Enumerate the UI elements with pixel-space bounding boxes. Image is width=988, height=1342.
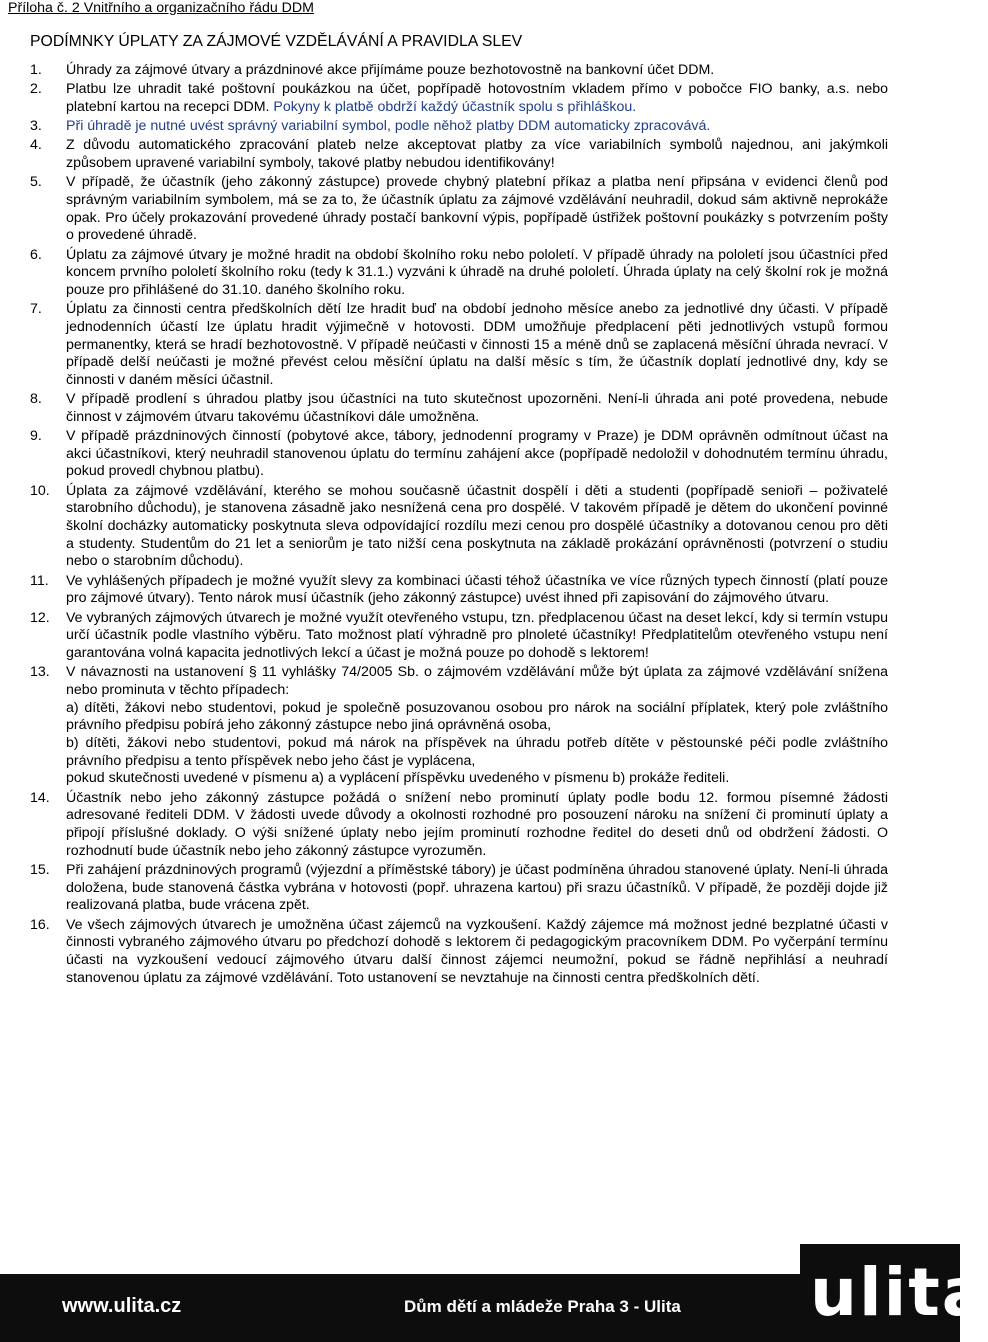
list-item <box>30 917 888 988</box>
item-text: V případě prodlení s úhradou platby jsou účastníci na tuto skutečnost upozorněni. Není-li úhrada ani poté provedena, nebude činnost v zájmovém útvaru takovému účastníkovi dále umožněna. <box>66 391 888 425</box>
item-text: Úhrady za zájmové útvary a prázdninové akce přijímáme pouze bezhotovostně na bankovní účet DDM. <box>66 62 715 78</box>
item-number: 9. <box>30 428 42 445</box>
item-number: 7. <box>30 301 42 318</box>
item-number: 8. <box>30 391 42 408</box>
item-text: Ve vybraných zájmových útvarech je možné využít otevřeného vstupu, tzn. předplacenou účast na deset lekcí, kdy si termín vstupu určí účastník podle vlastního výběru. Tato možnost platí výhradně pro plnoleté účastníky! Předplatitelům otevřeného vstupu není garantována volná kapacita jednotlivých lekcí a účast je možná pouze po dohodě s lektorem! <box>66 609 888 661</box>
item-number: 4. <box>30 137 42 154</box>
item-number: 15. <box>30 861 50 878</box>
item-number: 6. <box>30 246 42 263</box>
list-item <box>30 118 888 136</box>
item-text: Ve vyhlášených případech je možné využít slevy za kombinaci účasti téhož účastníka ve více různých typech činností (platí pouze pro zájmové útvary). Tento nárok musí účastník (jeho zákonný zástupce) uvést ihned při zapisování do zájmového útvaru. <box>66 572 888 607</box>
item-number: 1. <box>30 62 42 78</box>
list-item <box>30 301 888 390</box>
item-text: Ve všech zájmových útvarech je umožněna účast zájemců na vyzkoušení. Každý zájemce má možnost jedné bezplatné účasti v činnosti vybraného zájmového útvaru po předchozí dohodě s lektorem či pedagogickým pracovníkem DDM. Po vyčerpání termínu účasti na vyzkoušení vedoucí zájmového útvaru další činnost zájemci neumožní, pokud se řádně nepřihlásí a neuhradí stanovenou úplatu za zájmové vzdělávání. Toto ustanovení se nevztahuje na činnosti centra předškolních dětí. <box>66 916 888 986</box>
list-item <box>30 137 888 172</box>
footer-organization-name: Dům dětí a mládeže Praha 3 - Ulita <box>404 1297 681 1316</box>
item-number: 16. <box>30 916 50 933</box>
item-number: 13. <box>30 664 50 681</box>
rules-list <box>30 62 888 989</box>
item-text: V případě, že účastník (jeho zákonný zástupce) provede chybný platební příkaz a platba není připsána v evidenci členů pod správným variabilním symbolem, má se za to, že účastník úplatu za zájmové vzdělávání neuhradil, dokud sám aktivně neprokáže opak. Pro účely prokazování provedené úhrady postačí bankovní výpis, popřípadě ústřižek poštovní poukázky s potvrzením pošty o provedené úhradě. <box>66 174 888 244</box>
sub-item-b: b) dítěti, žákovi nebo studentovi, pokud má nárok na příspěvek na úhradu potřeb dítěte v pěstounské péči podle zvláštního právního předpisu a tento příspěvek nebo jeho část je vyplácena, <box>66 735 888 769</box>
item-text: Při úhradě je nutné uvést správný variabilní symbol, podle něhož platby DDM automaticky zpracovává. <box>66 118 711 135</box>
item-text: Úplatu za zájmové útvary je možné hradit na období školního roku nebo pololetí. V případě úhrady na pololetí jsou účastníci před koncem prvního pololetí školního roku (tedy k 31.1.) vyzváni k úhradě na druhé pololetí. Úhrada úplaty na celý školní rok je možná pouze pro přihlášené do 31.10. daného školního roku. <box>66 246 888 298</box>
item-number: 3. <box>30 118 42 135</box>
item-number: 14. <box>30 789 50 806</box>
item-text: Při zahájení prázdninových programů (výjezdní a příměstské tábory) je účast podmíněna úhradou stanovené úplaty. Není-li úhrada doložena, bude stanovená částka vybrána v hotovosti (popř. uhrazena kartou) při srazu účastníků. V případě, že později dojde již realizovaná platba, bude vrácena zpět. <box>66 861 888 914</box>
list-item <box>30 862 888 915</box>
sub-item-a: a) dítěti, žákovi nebo studentovi, pokud je společně posuzovanou osobou pro nárok na sociální příplatek, který pole zvláštního právního předpisu pobírá jeho zákonný zástupce nebo jiná oprávněná osoba, <box>66 699 888 734</box>
page-title: PODÍMNKY ÚPLATY ZA ZÁJMOVÉ VZDĚLÁVÁNÍ A PRAVIDLA SLEV <box>30 33 523 50</box>
item-number: 5. <box>30 174 42 191</box>
item-text: Platbu lze uhradit také poštovní poukázkou na účet, popřípadě hotovostním vkladem přímo v pobočce FIO banky, a.s. nebo platební kartou na recepci DDM. <box>66 81 888 115</box>
list-item <box>30 428 888 481</box>
list-item <box>30 81 888 116</box>
item-text: Úplata za zájmové vzdělávání, kterého se mohou současně účastnit dospělí i děti a studenti (popřípadě senioři – poživatelé starobního důchodu), je stanovena zásadně jako nesnížená cena pro dospělé. V takovém případě je dětem do ukončení povinné školní docházky automaticky poskytnuta sleva odpovídající rozdílu mezi cenou pro dospělé účastníky a dotovanou cenou pro děti a studenty. Studentům do 21 let a seniorům je tato nižší cena poskytnuta na základě prokázání oprávněnosti (potvrzení o studiu nebo o starobním důchodu). <box>66 482 888 570</box>
item-text-wrap <box>66 81 888 116</box>
item-text: Úplatu za činnosti centra předškolních dětí lze hradit buď na období jednoho měsíce anebo za jednotlivé dny účasti. V případě jednodenních účastí lze úplatu hradit výjimečně v hotovosti. DDM umožňuje předplacení pěti jednotlivých vstupů formou permanentky, která se hradí bezhotovostně. V případě neúčasti v činnosti 15 a méně dnů se zaplacená měsíční úhrada nevrací. V případě delší neúčasti je možné převést celou měsíční úplatu na další měsíc s tím, že účastník doplatí jednotlivé dny, kdy se činnosti v daném měsíci účastnil. <box>66 301 888 388</box>
item-number: 12. <box>30 609 50 626</box>
list-item <box>30 391 888 426</box>
list-item <box>30 62 888 80</box>
item-text: V případě prázdninových činností (pobytové akce, tábory, jednodenní programy v Praze) je DDM oprávněn odmítnout účast na akci účastníkovi, který neuhradil stanovenou úplatu do termínu zahájení akce (popřípadě nedoložil v dohodnutém termínu úhradu, pokud provedl chybnou platbu). <box>66 428 888 480</box>
logo-wordmark: ulita <box>810 1254 988 1331</box>
item-number: 10. <box>30 482 50 499</box>
item-text: Účastník nebo jeho zákonný zástupce požádá o snížení nebo prominutí úplaty podle bodu 12. formou písemné žádosti adresované řediteli DDM. V žádosti uvede důvody a okolnosti rozhodné pro posouzení nároku na snížení či prominutí úplaty a připojí příslušné doklady. O výši snížené úplaty nebo jejím prominutí rozhodne ředitel do deseti dnů od obdržení žádosti. O rozhodnutí bude účastník nebo jeho zákonný zástupce vyrozuměn. <box>66 789 888 859</box>
annex-link[interactable]: Příloha č. 2 Vnitřního a organizačního řádu DDM <box>8 0 314 16</box>
item-text: Z důvodu automatického zpracování plateb nelze akceptovat platby za více variabilních symbolů najednou, ani jakýmkoli způsobem upravené variabilní symboly, takové platby nebudou identifikovány! <box>66 137 888 172</box>
list-item <box>30 174 888 245</box>
footer-website-link[interactable]: www.ulita.cz <box>62 1295 182 1317</box>
list-item <box>30 610 888 663</box>
sub-item-conclusion: pokud skutečnosti uvedené v písmenu a) a vyplácení příspěvku uvedeného v písmenu b) prokáže řediteli. <box>66 770 730 787</box>
list-item <box>30 664 888 788</box>
list-item <box>30 790 888 861</box>
item-number: 11. <box>30 572 49 589</box>
item-number: 2. <box>30 81 42 98</box>
item-text-highlight: Pokyny k platbě obdrží každý účastník spolu s přihláškou. <box>269 98 637 115</box>
list-item <box>30 573 888 608</box>
item-text-wrap <box>66 664 888 788</box>
list-item <box>30 247 888 300</box>
item-text: V návaznosti na ustanovení § 11 vyhlášky 74/2005 Sb. o zájmovém vzdělávání může být úplata za zájmové vzdělávání snížena nebo prominuta v těchto případech: <box>66 664 888 698</box>
ulita-logo <box>800 1244 988 1342</box>
list-item <box>30 483 888 572</box>
